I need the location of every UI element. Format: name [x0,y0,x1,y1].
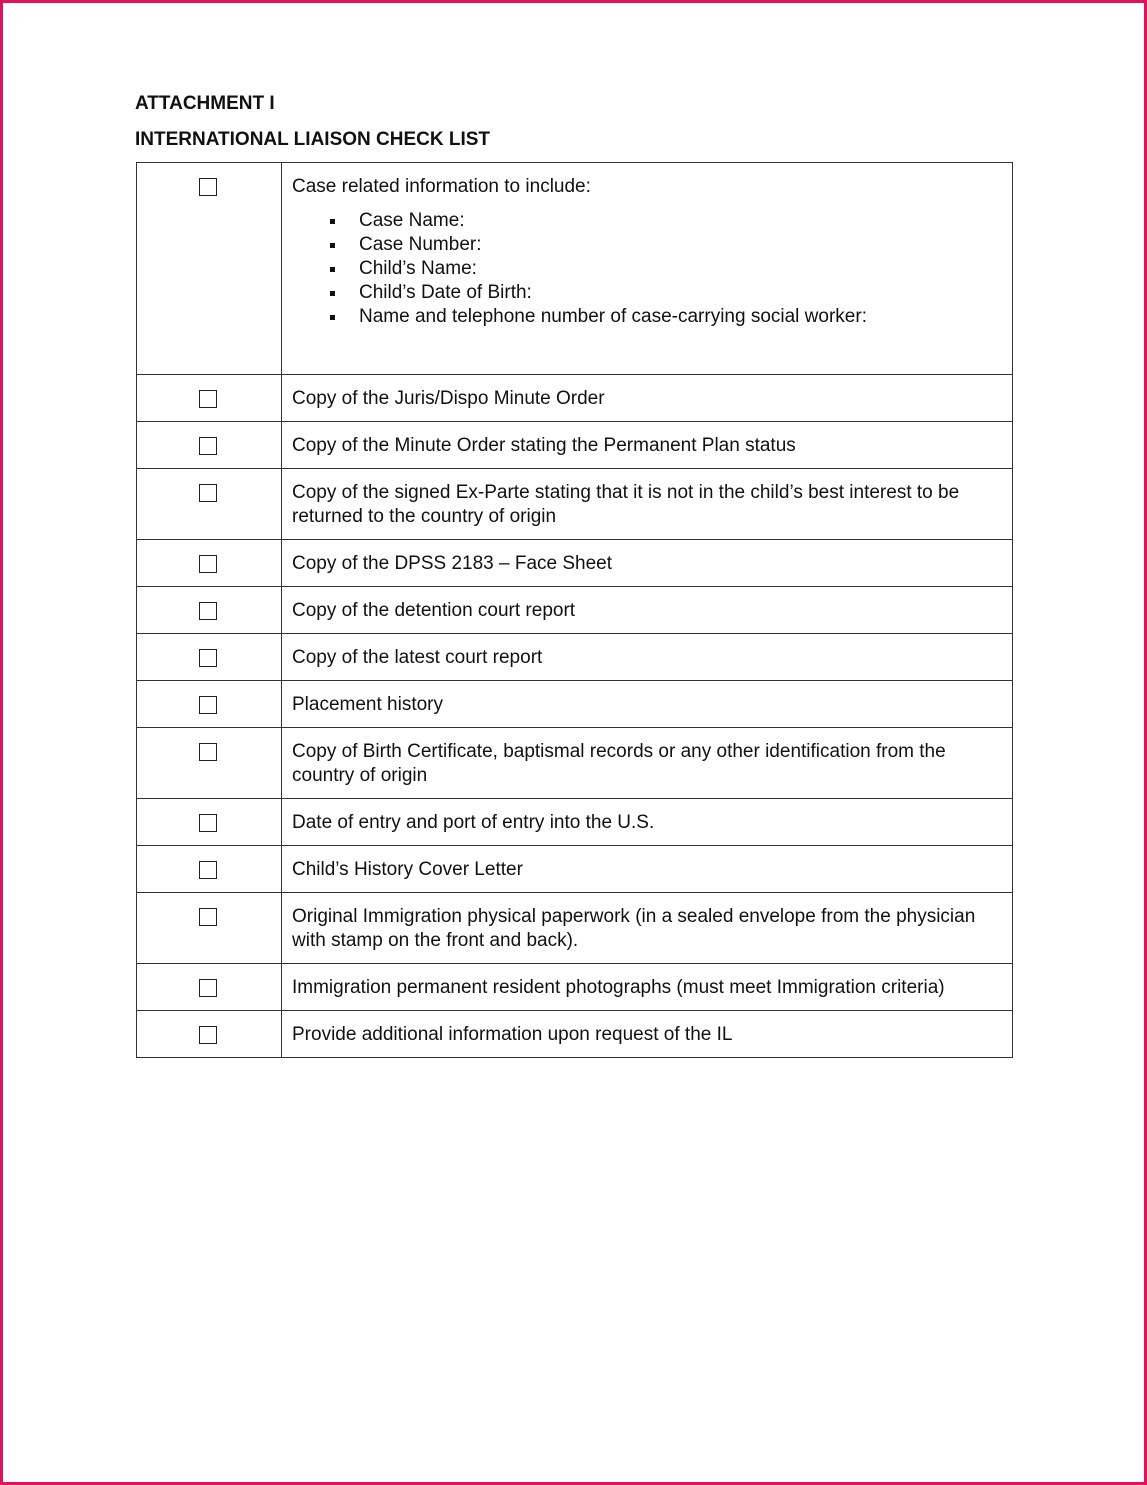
checklist-item-label: Copy of the Juris/Dispo Minute Order [282,375,1013,422]
checkbox[interactable] [199,390,217,408]
checkbox[interactable] [199,484,217,502]
checklist-item-label: Immigration permanent resident photographs (must meet Immigration criteria) [282,964,1013,1011]
case-info-label: Case related information to include: [292,176,591,197]
checklist-row [137,634,1013,681]
checkbox[interactable] [199,1026,217,1044]
checklist-row [137,422,1013,469]
checklist-item-label: Date of entry and port of entry into the U.S. [282,799,1013,846]
checklist-row [137,375,1013,422]
checklist-row [137,964,1013,1011]
checkbox[interactable] [199,861,217,879]
case-info-item: Case Number: [359,233,1002,257]
checkbox[interactable] [199,649,217,667]
checklist-row [137,799,1013,846]
checkbox[interactable] [199,602,217,620]
checkbox[interactable] [199,743,217,761]
page-title: INTERNATIONAL LIAISON CHECK LIST [135,129,491,150]
checkbox[interactable] [199,437,217,455]
checkbox[interactable] [199,908,217,926]
checklist-table [136,162,1013,1058]
checkbox[interactable] [199,178,217,196]
checklist-item-label: Copy of the detention court report [282,587,1013,634]
checklist-row [137,469,1013,540]
checkbox[interactable] [199,696,217,714]
checkbox[interactable] [199,814,217,832]
checklist-item-label: Original Immigration physical paperwork (in a sealed envelope from the physician with stamp on the front and back). [282,893,1013,964]
checklist-item-label: Copy of the DPSS 2183 – Face Sheet [282,540,1013,587]
checklist-row [137,540,1013,587]
checklist-row-case-info [137,163,1013,375]
checkbox[interactable] [199,979,217,997]
checklist-row [137,587,1013,634]
case-info-item: Child’s Date of Birth: [359,281,1002,305]
checklist-item-label: Copy of Birth Certificate, baptismal records or any other identification from the country of origin [282,728,1013,799]
checklist-row [137,681,1013,728]
checklist-item-label: Provide additional information upon request of the IL [282,1011,1013,1058]
checklist-row [137,846,1013,893]
checklist-item-label: Child’s History Cover Letter [282,846,1013,893]
checklist-row [137,728,1013,799]
checklist-item-label: Copy of the signed Ex-Parte stating that it is not in the child’s best interest to be returned to the country of origin [282,469,1013,540]
checklist-row [137,1011,1013,1058]
attachment-label: ATTACHMENT I [135,93,275,114]
checklist-item-label: Copy of the Minute Order stating the Permanent Plan status [282,422,1013,469]
checkbox[interactable] [199,555,217,573]
checklist-item-label: Placement history [282,681,1013,728]
checklist-row [137,893,1013,964]
checklist-item-label: Copy of the latest court report [282,634,1013,681]
case-info-list [292,209,1002,329]
case-info-item: Child’s Name: [359,257,1002,281]
case-info-item: Case Name: [359,209,1002,233]
case-info-item: Name and telephone number of case-carrying social worker: [359,305,1002,329]
